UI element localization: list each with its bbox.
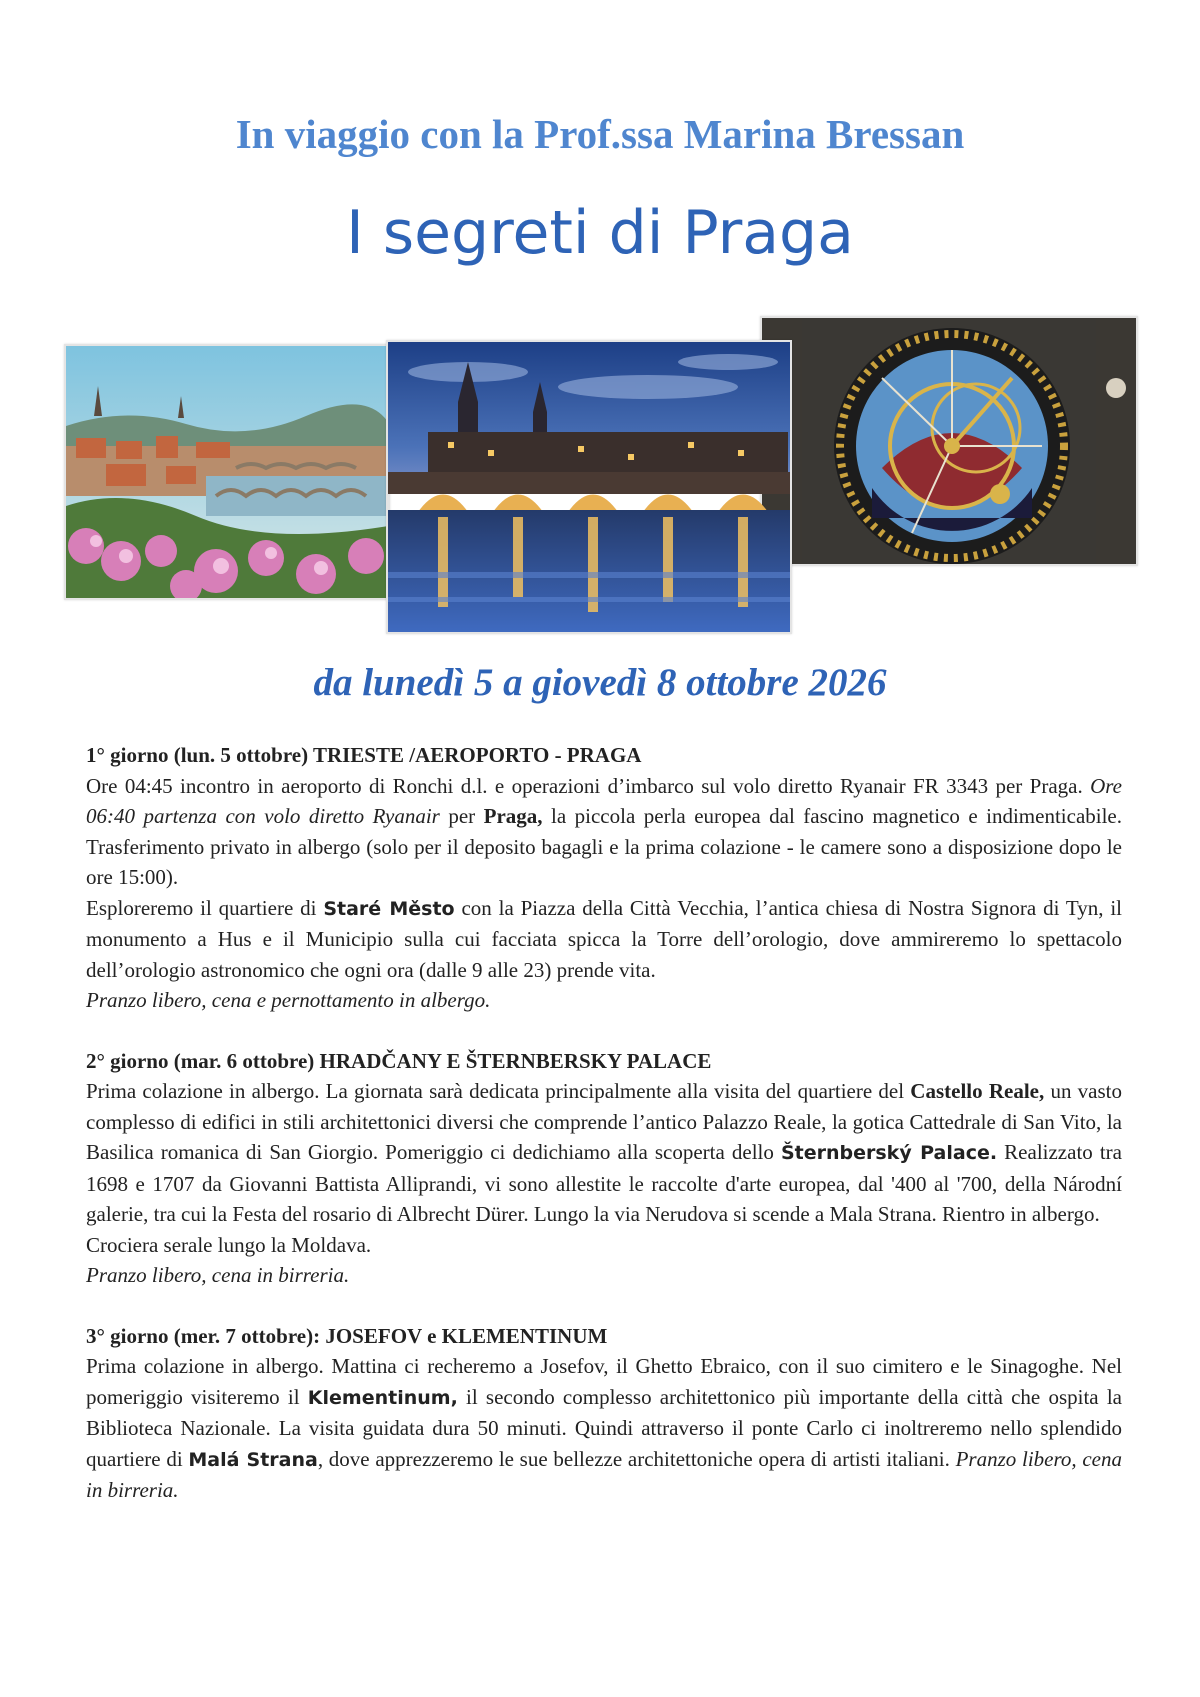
text: Realizzato tra 1698 e 1707 da Giovanni Battista Alliprandi, vi sono allestite le raccolte d'arte europea, dal '400 al '700, della Národní galerie, tra cui la Festa del rosario di Albrecht Dürer. Lungo la via Nerudova si scende a Mala Strana. Rientro in albergo. xyxy=(86,1140,1122,1226)
bold-text: Klementinum, xyxy=(307,1386,458,1409)
day-paragraph xyxy=(86,893,1122,986)
day-1 xyxy=(86,740,1122,1016)
italic-text: Pranzo libero, cena in birreria. xyxy=(86,1263,350,1287)
trip-dates: da lunedì 5 a giovedì 8 ottobre 2026 xyxy=(313,661,887,704)
prague-panorama-image xyxy=(64,344,390,600)
bold-text: Malá Strana xyxy=(188,1448,318,1471)
bold-text: Šternberský Palace. xyxy=(780,1142,998,1164)
text: Ore 04:45 incontro in aeroporto di Ronchi d.l. e operazioni d’imbarco sul volo diretto Ryanair FR 3343 per Praga. xyxy=(86,773,1091,798)
meals-note xyxy=(86,985,1122,1016)
text: , dove apprezzeremo le sue bellezze architettoniche opera di artisti italiani. xyxy=(317,1446,956,1471)
italic-text: Pranzo libero, cena in birreria. xyxy=(86,1446,1122,1502)
bold-text: Castello Reale, xyxy=(910,1079,1045,1103)
day-3 xyxy=(86,1321,1122,1506)
text: un vasto complesso di edifici in stili architettonici diversi che comprende l’antico Palazzo Reale, la gotica Cattedrale di San Vito, la Basilica romanica di San Giorgio. Pomeriggio ci dedichiamo alla scoperta dello xyxy=(86,1079,1123,1164)
italic-text: Pranzo libero, cena e pernottamento in albergo. xyxy=(86,988,491,1012)
text: con la Piazza della Città Vecchia, l’antica chiesa di Nostra Signora di Tyn, il monumento a Hus e il Municipio sulla cui facciata spicca la Torre dell’orologio, dove ammireremo lo spettacolo dell’orologio astronomico che ogni ora (dalle 9 alle 23) prende vita. xyxy=(86,895,1122,982)
day-heading: 2° giorno (mar. 6 ottobre) HRADČANY E ŠTERNBERSKY PALACE xyxy=(86,1048,712,1073)
charles-bridge-night-image xyxy=(386,340,792,634)
astronomical-clock-image xyxy=(760,316,1138,566)
text: Esploreremo il quartiere di xyxy=(86,895,324,920)
meals-note xyxy=(86,1260,1122,1291)
day-heading: 3° giorno (mer. 7 ottobre): JOSEFOV e KLEMENTINUM xyxy=(86,1323,608,1348)
bold-text: Praga, xyxy=(483,804,543,828)
text: Prima colazione in albergo. Mattina ci recheremo a Josefov, il Ghetto Ebraico, con il suo cimitero e le Sinagoghe. Nel pomeriggio visiteremo il xyxy=(86,1354,1122,1409)
italic-text: Ore 06:40 partenza con volo diretto Ryanair xyxy=(86,773,1122,828)
text: il secondo complesso architettonico più importante della città che ospita la Biblioteca Nazionale. La visita guidata dura 50 minuti. Quindi attraverso il ponte Carlo ci inoltreremo nello splendido quartiere di xyxy=(86,1384,1122,1471)
bold-text: Staré Město xyxy=(323,897,455,920)
day-paragraph xyxy=(86,771,1122,893)
subtitle: In viaggio con la Prof.ssa Marina Bressan xyxy=(235,111,965,157)
day-paragraph xyxy=(86,1351,1122,1506)
day-paragraph: Crociera serale lungo la Moldava. xyxy=(86,1232,372,1257)
day-2 xyxy=(86,1046,1122,1291)
text: per xyxy=(439,804,484,828)
text: la piccola perla europea dal fascino magnetico e indimenticabile. Trasferimento privato in albergo (solo per il deposito bagagli e la prima colazione - le camere sono a disposizione dopo le ore 15:00). xyxy=(86,804,1123,889)
itinerary xyxy=(86,740,1122,1536)
text: Prima colazione in albergo. La giornata sarà dedicata principalmente alla visita del quartiere del xyxy=(86,1079,911,1103)
page-title: I segreti di Praga xyxy=(346,198,854,268)
day-paragraph xyxy=(86,1076,1122,1230)
day-heading: 1° giorno (lun. 5 ottobre) TRIESTE /AEROPORTO - PRAGA xyxy=(86,743,642,767)
